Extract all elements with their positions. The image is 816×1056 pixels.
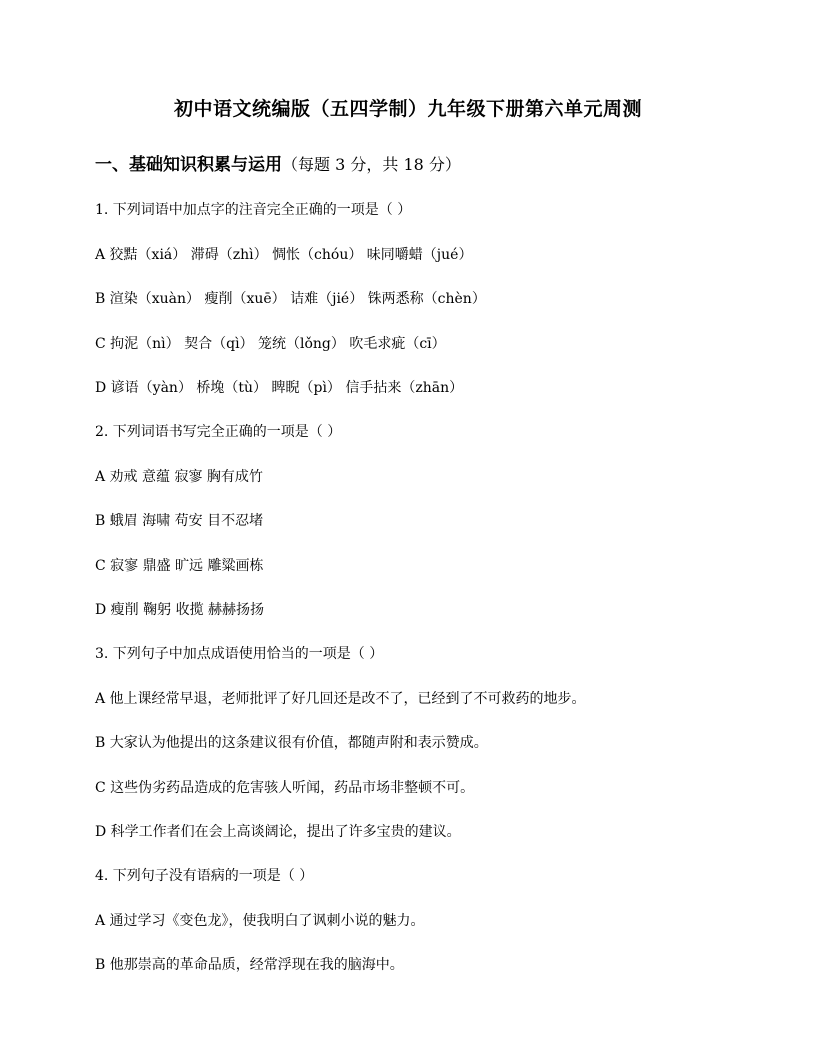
section-heading (95, 150, 461, 175)
question-3-stem: 3. 下列句子中加点成语使用恰当的一项是（ ） (95, 646, 384, 662)
question-2-stem: 2. 下列词语书写完全正确的一项是（ ） (95, 424, 342, 440)
question-3-option-b: B 大家认为他提出的这条建议很有价值，都随声附和表示赞成。 (95, 735, 488, 751)
question-1-stem: 1. 下列词语中加点字的注音完全正确的一项是（ ） (95, 202, 412, 218)
question-1-option-d: D 谚语（yàn） 桥堍（tù） 睥睨（pì） 信手拈来（zhān） (95, 380, 464, 396)
question-3-option-d: D 科学工作者们在会上高谈阔论，提出了许多宝贵的建议。 (95, 824, 461, 840)
question-3-option-a: A 他上课经常早退，老师批评了好几回还是改不了，已经到了不可救药的地步。 (95, 691, 586, 707)
section-score-note: （每题 3 分，共 18 分） (282, 155, 461, 174)
question-4-option-b: B 他那崇高的革命品质，经常浮现在我的脑海中。 (95, 957, 404, 973)
question-2-option-d: D 瘦削 鞠躬 收揽 赫赫扬扬 (95, 602, 265, 618)
document-title: 初中语文统编版（五四学制）九年级下册第六单元周测 (173, 98, 642, 120)
question-2-option-a: A 劝戒 意蕴 寂寥 胸有成竹 (95, 469, 263, 485)
question-3-option-c: C 这些伪劣药品造成的危害骇人听闻，药品市场非整顿不可。 (95, 780, 475, 796)
question-1-option-c: C 拘泥（nì） 契合（qì） 笼统（lǒng） 吹毛求疵（cī） (95, 336, 446, 352)
question-4-option-a: A 通过学习《变色龙》，使我明白了讽刺小说的魅力。 (95, 913, 425, 929)
question-2-option-b: B 蛾眉 海啸 苟安 目不忍堵 (95, 513, 264, 529)
question-1-option-a: A 狡黠（xiá） 滞碍（zhì） 惆怅（chóu） 味同嚼蜡（jué） (95, 247, 473, 263)
question-4-stem: 4. 下列句子没有语病的一项是（ ） (95, 868, 314, 884)
section-heading-text: 一、基础知识积累与运用 (95, 155, 282, 175)
question-1-option-b: B 渲染（xuàn） 瘦削（xuē） 诘难（jié） 铢两悉称（chèn） (95, 291, 486, 307)
question-2-option-c: C 寂寥 鼎盛 旷远 雕粱画栋 (95, 558, 264, 574)
